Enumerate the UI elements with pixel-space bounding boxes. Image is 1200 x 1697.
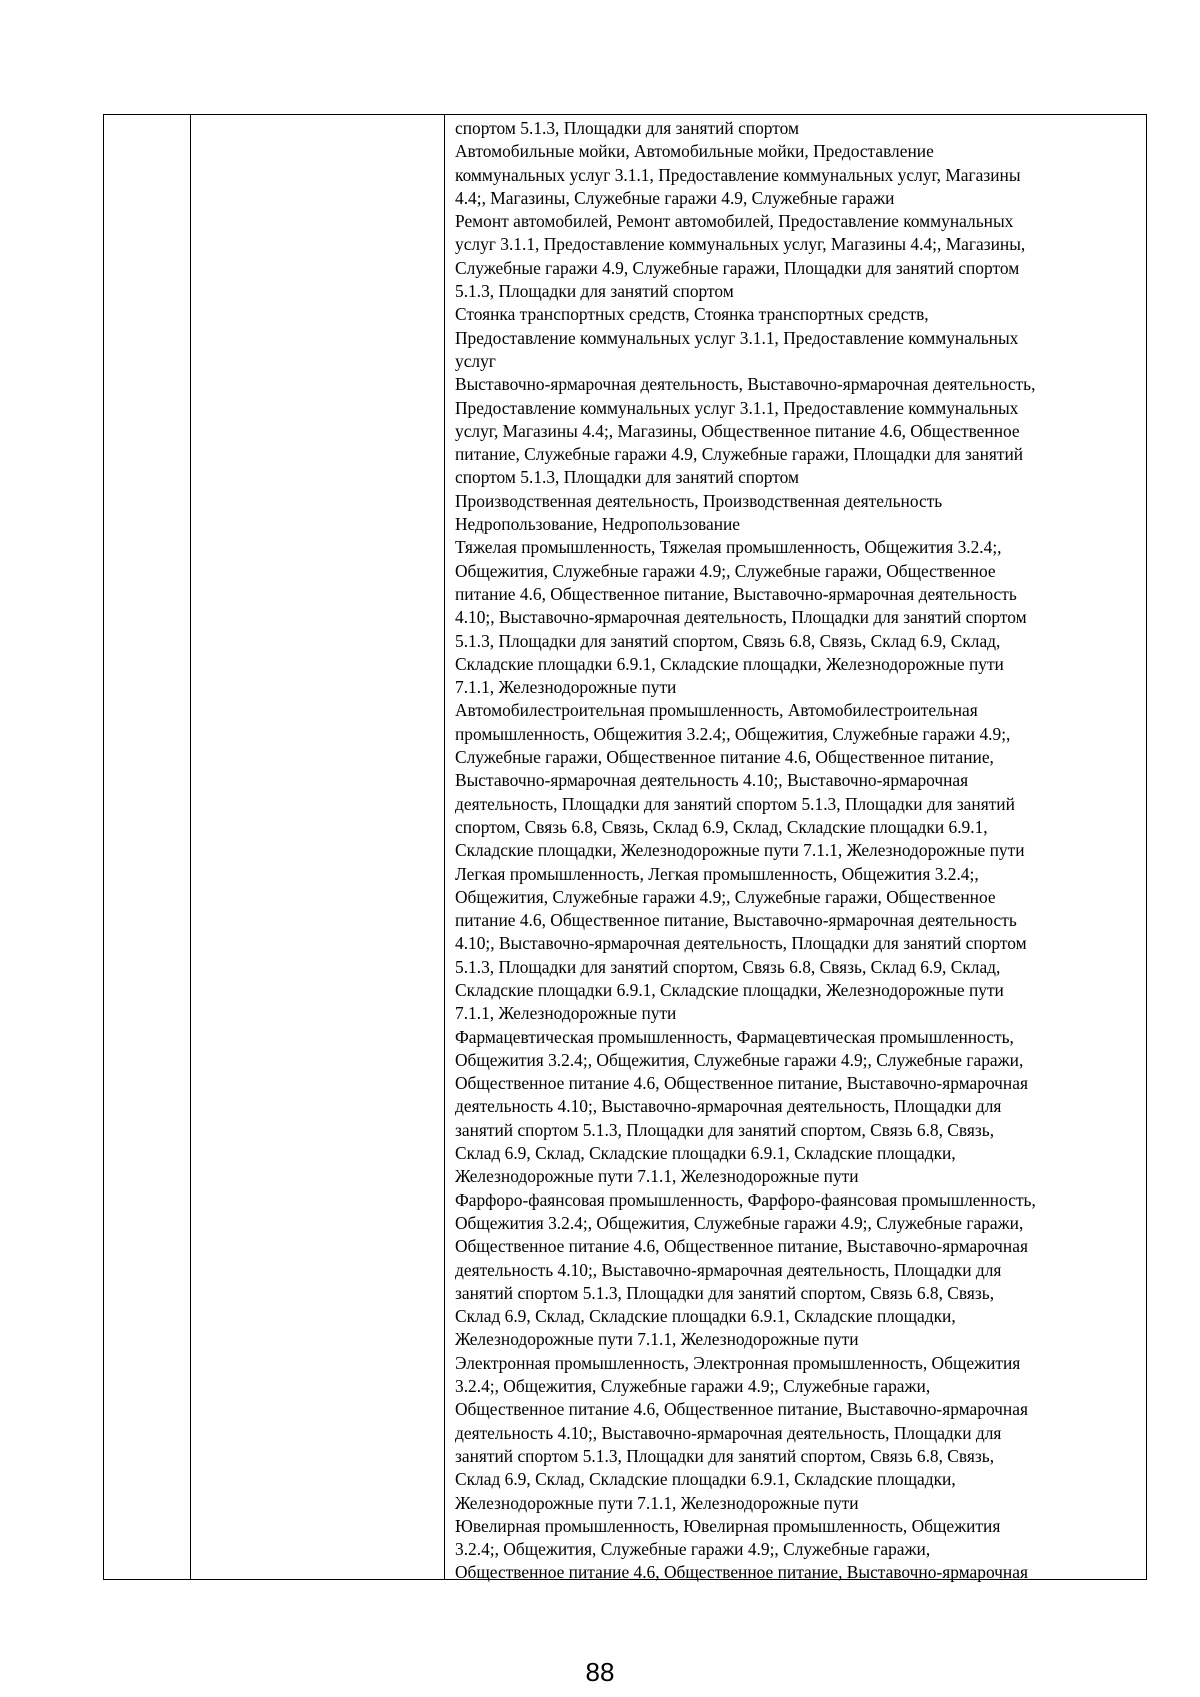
- text-line: 3.2.4;, Общежития, Служебные гаражи 4.9;, Служебные гаражи,: [455, 1539, 931, 1560]
- text-line: Общежития 3.2.4;, Общежития, Служебные гаражи 4.9;, Служебные гаражи,: [455, 1212, 1024, 1233]
- text-line: 7.1.1, Железнодорожные пути: [455, 677, 677, 698]
- text-line: деятельность, Площадки для занятий спортом 5.1.3, Площадки для занятий: [455, 793, 1015, 814]
- text-line: 5.1.3, Площадки для занятий спортом: [455, 281, 734, 302]
- text-line: Стоянка транспортных средств, Стоянка транспортных средств,: [455, 304, 929, 325]
- text-line: 4.10;, Выставочно-ярмарочная деятельность, Площадки для занятий спортом: [455, 607, 1027, 628]
- text-line: Выставочно-ярмарочная деятельность 4.10;, Выставочно-ярмарочная: [455, 770, 969, 791]
- text-line: Выставочно-ярмарочная деятельность, Выставочно-ярмарочная деятельность,: [455, 374, 1036, 395]
- text-line: Общественное питание 4.6, Общественное питание, Выставочно-ярмарочная: [455, 1073, 1028, 1094]
- text-line: 5.1.3, Площадки для занятий спортом, Связь 6.8, Связь, Склад 6.9, Склад,: [455, 630, 1001, 651]
- text-line: 5.1.3, Площадки для занятий спортом, Связь 6.8, Связь, Склад 6.9, Склад,: [455, 956, 1001, 977]
- text-line: Легкая промышленность, Легкая промышленность, Общежития 3.2.4;,: [455, 863, 979, 884]
- text-line: Фарфоро-фаянсовая промышленность, Фарфоро-фаянсовая промышленность,: [455, 1189, 1036, 1210]
- text-line: 7.1.1, Железнодорожные пути: [455, 1003, 677, 1024]
- text-line: 4.10;, Выставочно-ярмарочная деятельность, Площадки для занятий спортом: [455, 933, 1027, 954]
- text-line: питание, Служебные гаражи 4.9, Служебные гаражи, Площадки для занятий: [455, 444, 1024, 465]
- text-line: Электронная промышленность, Электронная промышленность, Общежития: [455, 1352, 1021, 1373]
- text-line: коммунальных услуг 3.1.1, Предоставление коммунальных услуг, Магазины: [455, 164, 1021, 185]
- text-line: Общежития, Служебные гаражи 4.9;, Служебные гаражи, Общественное: [455, 560, 996, 581]
- text-line: Склад 6.9, Склад, Складские площадки 6.9.1, Складские площадки,: [455, 1469, 956, 1490]
- text-line: Предоставление коммунальных услуг 3.1.1, Предоставление коммунальных: [455, 327, 1019, 348]
- text-line: Предоставление коммунальных услуг 3.1.1, Предоставление коммунальных: [455, 397, 1019, 418]
- text-line: Автомобильные мойки, Автомобильные мойки, Предоставление: [455, 141, 934, 162]
- text-line: Общежития 3.2.4;, Общежития, Служебные гаражи 4.9;, Служебные гаражи,: [455, 1049, 1024, 1070]
- text-line: занятий спортом 5.1.3, Площадки для занятий спортом, Связь 6.8, Связь,: [455, 1282, 995, 1303]
- text-line: Складские площадки 6.9.1, Складские площадки, Железнодорожные пути: [455, 653, 1004, 674]
- column-divider-2: [444, 115, 445, 1579]
- text-line: деятельность 4.10;, Выставочно-ярмарочная деятельность, Площадки для: [455, 1259, 1002, 1280]
- text-line: Служебные гаражи, Общественное питание 4.6, Общественное питание,: [455, 747, 994, 768]
- text-line: услуг 3.1.1, Предоставление коммунальных услуг, Магазины 4.4;, Магазины,: [455, 234, 1026, 255]
- text-line: Железнодорожные пути 7.1.1, Железнодорожные пути: [455, 1329, 859, 1350]
- text-line: Тяжелая промышленность, Тяжелая промышленность, Общежития 3.2.4;,: [455, 537, 1002, 558]
- text-line: спортом 5.1.3, Площадки для занятий спортом: [455, 118, 799, 138]
- column-divider-1: [190, 115, 191, 1579]
- text-line: Общественное питание 4.6, Общественное питание, Выставочно-ярмарочная: [455, 1562, 1028, 1583]
- text-line: занятий спортом 5.1.3, Площадки для занятий спортом, Связь 6.8, Связь,: [455, 1119, 995, 1140]
- text-line: Общественное питание 4.6, Общественное питание, Выставочно-ярмарочная: [455, 1236, 1028, 1257]
- text-line: 4.4;, Магазины, Служебные гаражи 4.9, Служебные гаражи: [455, 187, 895, 208]
- text-line: Склад 6.9, Склад, Складские площадки 6.9.1, Складские площадки,: [455, 1306, 956, 1327]
- text-line: Общественное питание 4.6, Общественное питание, Выставочно-ярмарочная: [455, 1399, 1028, 1420]
- text-line: Железнодорожные пути 7.1.1, Железнодорожные пути: [455, 1166, 859, 1187]
- text-line: питание 4.6, Общественное питание, Выставочно-ярмарочная деятельность: [455, 910, 1017, 931]
- text-line: Железнодорожные пути 7.1.1, Железнодорожные пути: [455, 1492, 859, 1513]
- text-line: услуг: [455, 350, 496, 371]
- text-line: спортом, Связь 6.8, Связь, Склад 6.9, Склад, Складские площадки 6.9.1,: [455, 816, 988, 837]
- text-line: занятий спортом 5.1.3, Площадки для занятий спортом, Связь 6.8, Связь,: [455, 1445, 995, 1466]
- text-line: услуг, Магазины 4.4;, Магазины, Общественное питание 4.6, Общественное: [455, 420, 1020, 441]
- text-line: Склад 6.9, Склад, Складские площадки 6.9.1, Складские площадки,: [455, 1143, 956, 1164]
- text-line: Складские площадки 6.9.1, Складские площадки, Железнодорожные пути: [455, 979, 1004, 1000]
- text-line: Производственная деятельность, Производственная деятельность: [455, 490, 943, 511]
- text-line: питание 4.6, Общественное питание, Выставочно-ярмарочная деятельность: [455, 583, 1017, 604]
- text-line: Общежития, Служебные гаражи 4.9;, Служебные гаражи, Общественное: [455, 886, 996, 907]
- text-line: 3.2.4;, Общежития, Служебные гаражи 4.9;, Служебные гаражи,: [455, 1376, 931, 1397]
- text-line: промышленность, Общежития 3.2.4;, Общежития, Служебные гаражи 4.9;,: [455, 723, 1011, 744]
- text-line: деятельность 4.10;, Выставочно-ярмарочная деятельность, Площадки для: [455, 1096, 1002, 1117]
- text-line: Ремонт автомобилей, Ремонт автомобилей, Предоставление коммунальных: [455, 211, 1014, 232]
- text-line: Автомобилестроительная промышленность, Автомобилестроительная: [455, 700, 978, 721]
- page-number: 88: [585, 1657, 615, 1687]
- text-line: спортом 5.1.3, Площадки для занятий спортом: [455, 467, 799, 488]
- table-cell-land-use-text: [455, 117, 1147, 1585]
- text-line: Недропользование, Недропользование: [455, 514, 741, 535]
- document-table: [103, 114, 1147, 1583]
- text-line: Служебные гаражи 4.9, Служебные гаражи, Площадки для занятий спортом: [455, 257, 1020, 278]
- text-line: Фармацевтическая промышленность, Фармацевтическая промышленность,: [455, 1026, 1014, 1047]
- text-line: Ювелирная промышленность, Ювелирная промышленность, Общежития: [455, 1515, 1001, 1536]
- text-line: Складские площадки, Железнодорожные пути 7.1.1, Железнодорожные пути: [455, 840, 1025, 861]
- text-line: деятельность 4.10;, Выставочно-ярмарочная деятельность, Площадки для: [455, 1422, 1002, 1443]
